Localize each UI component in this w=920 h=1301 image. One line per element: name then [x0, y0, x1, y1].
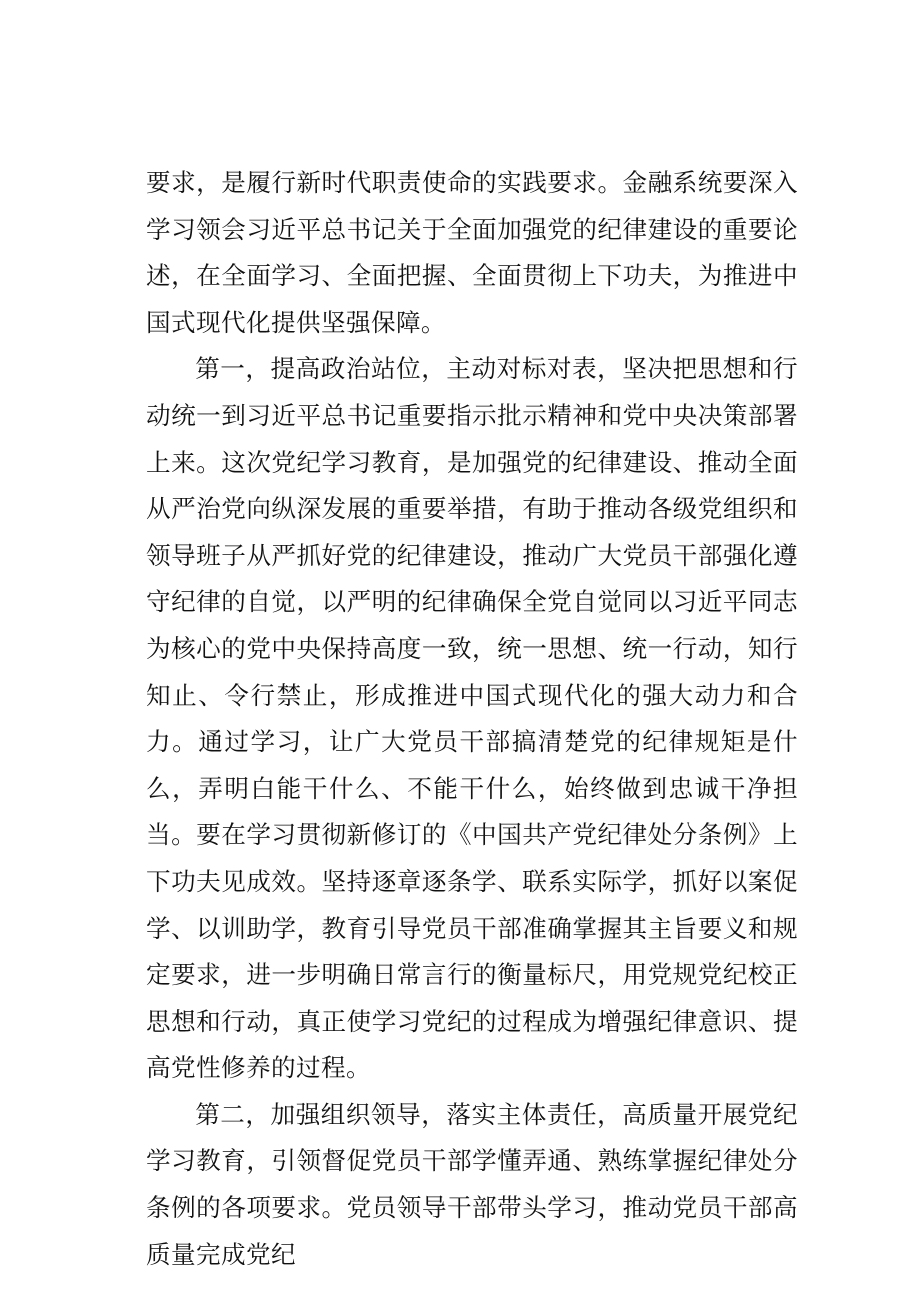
body-text — [146, 160, 798, 1278]
paragraph-3: 第二，加强组织领导，落实主体责任，高质量开展党纪学习教育，引领督促党员干部学懂弄通、熟练掌握纪律处分条例的各项要求。党员领导干部带头学习，推动党员干部高质量完成党纪 — [146, 1099, 798, 1269]
paragraph-1: 要求，是履行新时代职责使命的实践要求。金融系统要深入学习领会习近平总书记关于全面加强党的纪律建设的重要论述，在全面学习、全面把握、全面贯彻上下功夫，为推进中国式现代化提供坚强保障。 — [146, 168, 798, 337]
paragraph-2: 第一，提高政治站位，主动对标对表，坚决把思想和行动统一到习近平总书记重要指示批示精神和党中央决策部署上来。这次党纪学习教育，是加强党的纪律建设、推动全面从严治党向纵深发展的重要举措，有助于推动各级党组织和领导班子从严抓好党的纪律建设，推动广大党员干部强化遵守纪律的自觉，以严明的纪律确保全党自觉同以习近平同志为核心的党中央保持高度一致，统一思想、统一行动，知行知止、令行禁止，形成推进中国式现代化的强大动力和合力。通过学习，让广大党员干部搞清楚党的纪律规矩是什么，弄明白能干什么、不能干什么，始终做到忠诚干净担当。要在学习贯彻新修订的《中国共产党纪律处分条例》上下功夫见成效。坚持逐章逐条学、联系实际学，抓好以案促学、以训助学，教育引导党员干部准确掌握其主旨要义和规定要求，进一步明确日常言行的衡量标尺，用党规党纪校正思想和行动，真正使学习党纪的过程成为增强纪律意识、提高党性修养的过程。 — [146, 354, 798, 1083]
